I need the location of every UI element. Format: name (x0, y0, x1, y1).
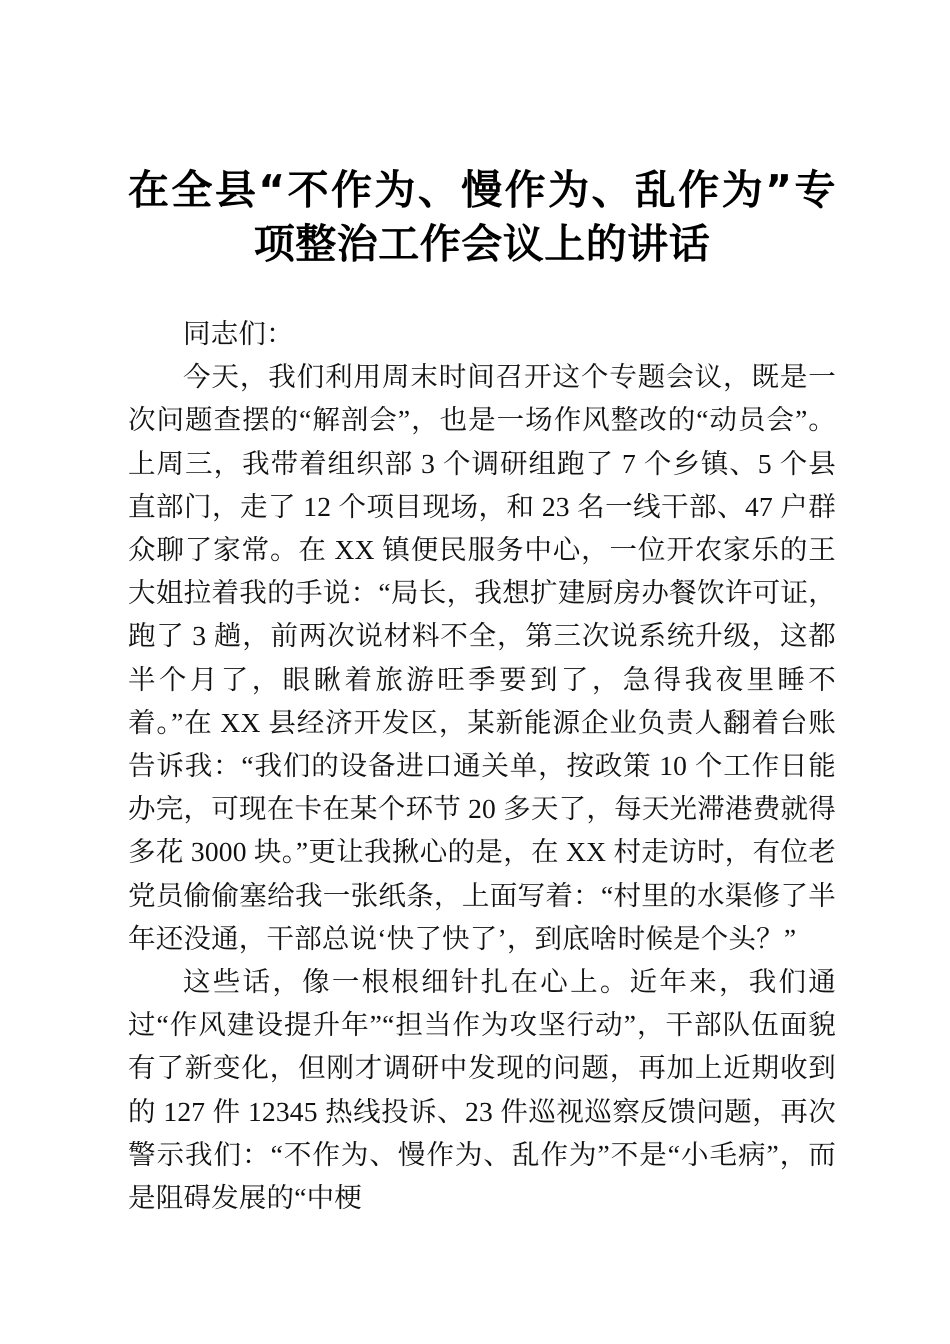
body-paragraph-2: 这些话，像一根根细针扎在心上。近年来，我们通过“作风建设提升年”“担当作为攻坚行动”，干部队伍面貌有了新变化，但刚才调研中发现的问题，再加上近期收到的 127 件 12345 热线投诉、23 件巡视巡察反馈问题，再次警示我们：“不作为、慢作为、乱作为”不是“小毛病”，而是阻碍发展的“中梗 (128, 966, 836, 1214)
document-body (128, 312, 836, 1219)
document-title-line-2: 项整治工作会议上的讲话 (253, 220, 711, 268)
body-paragraph-1: 今天，我们利用周末时间召开这个专题会议，既是一次问题查摆的“解剖会”，也是一场作风整改的“动员会”。上周三，我带着组织部 3 个调研组跑了 7 个乡镇、5 个县直部门，走了 12 个项目现场，和 23 名一线干部、47 户群众聊了家常。在 XX 镇便民服务中心，一位开农家乐的王大姐拉着我的手说：“局长，我想扩建厨房办餐饮许可证，跑了 3 趟，前两次说材料不全，第三次说系统升级，这都半个月了，眼瞅着旅游旺季要到了，急得我夜里睡不着。”在 XX 县经济开发区，某新能源企业负责人翻着台账告诉我：“我们的设备进口通关单，按政策 10 个工作日能办完，可现在卡在某个环节 20 多天了，每天光滞港费就得多花 3000 块。”更让我揪心的是，在 XX 村走访时，有位老党员偷偷塞给我一张纸条，上面写着：“村里的水渠修了半年还没通，干部总说‘快了快了’，到底啥时候是个头？” (128, 361, 836, 954)
document-title-line-1: 在全县“不作为、慢作为、乱作为”专 (128, 166, 836, 214)
document-title (128, 163, 836, 271)
salutation-line: 同志们： (183, 318, 294, 349)
